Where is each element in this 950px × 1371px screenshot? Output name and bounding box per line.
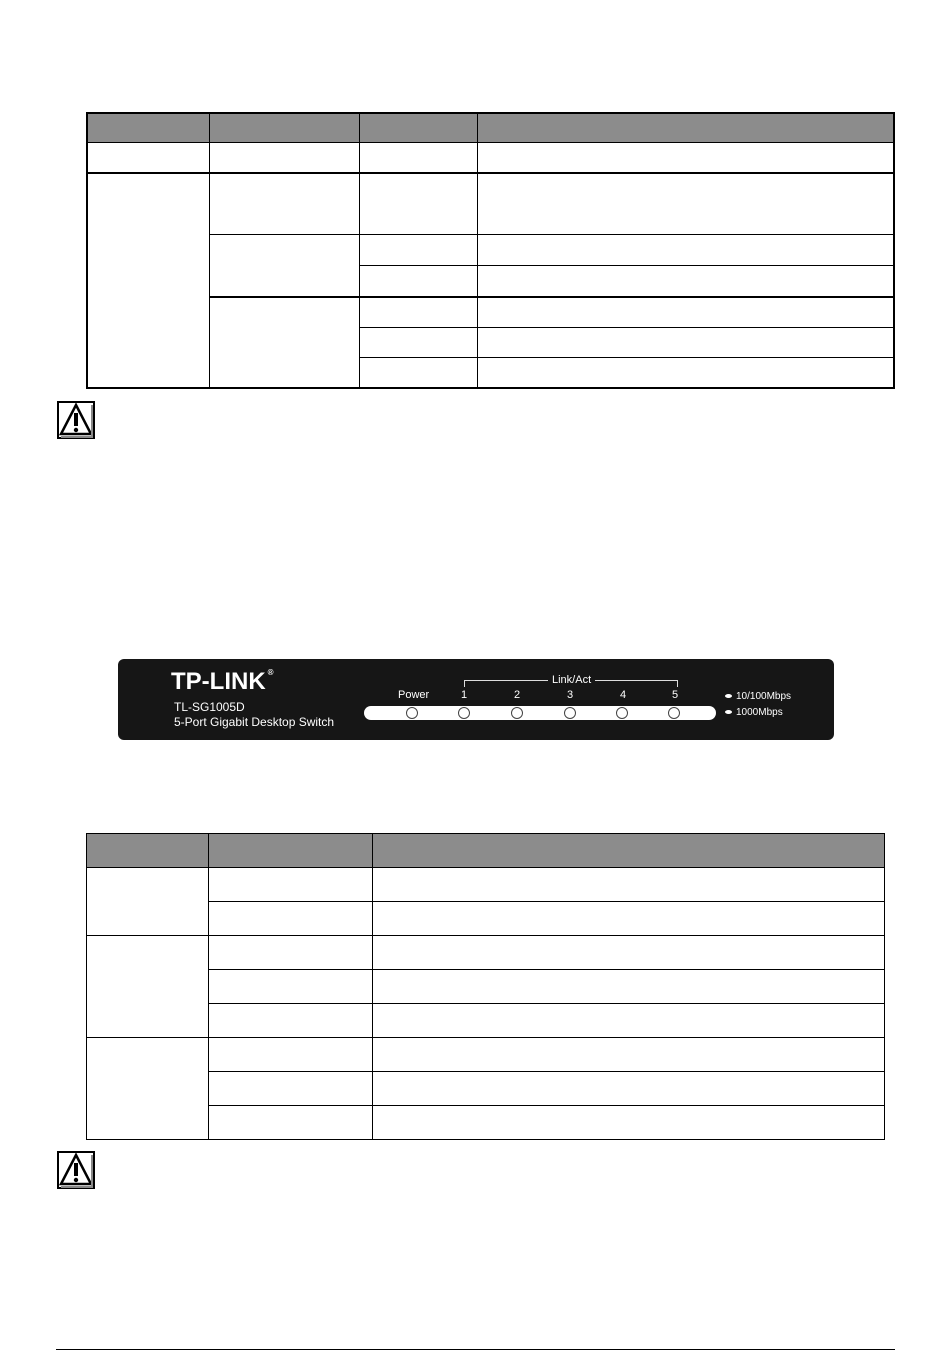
warning-icon	[56, 400, 96, 440]
table-header-row	[87, 834, 885, 868]
port-led-4	[616, 707, 628, 719]
model-description: 5-Port Gigabit Desktop Switch	[174, 715, 335, 729]
legend-10-100: 10/100Mbps	[725, 691, 791, 702]
led-table-2	[86, 833, 885, 1140]
tp-link-logo: TP-LINK ®	[171, 668, 274, 695]
port-led-5	[668, 707, 680, 719]
table-row	[87, 173, 894, 235]
table-header-row	[87, 113, 894, 143]
model-name: TL-SG1005D	[174, 700, 245, 714]
table-row	[87, 297, 894, 328]
switch-front-panel	[118, 659, 834, 740]
table-row	[87, 936, 885, 970]
table-row	[87, 868, 885, 902]
port-led-1	[458, 707, 470, 719]
port-label-4: 4	[620, 689, 627, 701]
link-act-label: Link/Act	[548, 674, 595, 686]
power-led	[406, 707, 418, 719]
led-strip	[364, 706, 716, 720]
led-table-1	[86, 112, 895, 389]
port-label-2: 2	[514, 689, 521, 701]
port-label-1: 1	[461, 689, 468, 701]
port-led-3	[564, 707, 576, 719]
port-led-2	[511, 707, 523, 719]
port-label-5: 5	[672, 689, 679, 701]
table-row	[87, 143, 894, 173]
footer-rule	[56, 1349, 895, 1350]
power-label: Power	[398, 689, 430, 701]
table-row	[87, 235, 894, 266]
warning-icon	[56, 1150, 96, 1190]
table-row	[87, 1038, 885, 1072]
port-label-3: 3	[567, 689, 574, 701]
legend-1000: 1000Mbps	[725, 707, 783, 718]
